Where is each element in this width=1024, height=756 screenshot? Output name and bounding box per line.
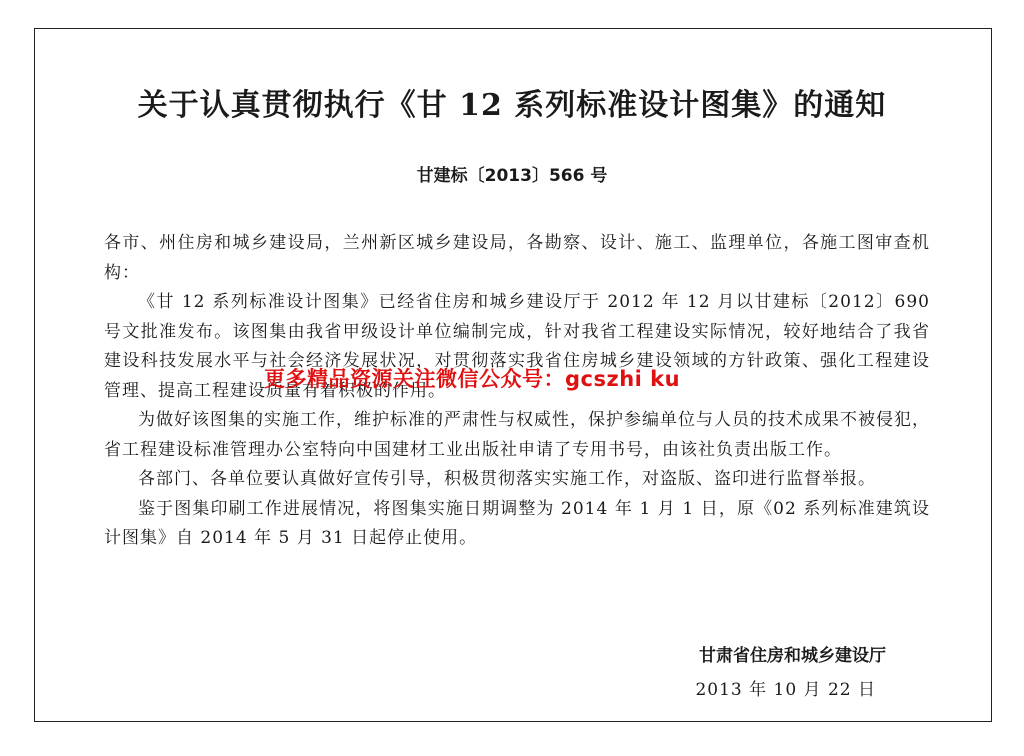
paragraph-4: 鉴于图集印刷工作进展情况，将图集实施日期调整为 2014 年 1 月 1 日，原《02 系列标准建筑设计图集》自 2014 年 5 月 31 日起停止使用。 [104,498,930,548]
addressee: 各市、州住房和城乡建设局，兰州新区城乡建设局，各勘察、设计、施工、监理单位，各施工图审查机构： [104,233,930,283]
document-title: 关于认真贯彻执行《甘 12 系列标准设计图集》的通知 [137,88,887,123]
paragraph-2: 为做好该图集的实施工作，维护标准的严肃性与权威性，保护参编单位与人员的技术成果不被侵犯，省工程建设标准管理办公室特向中国建材工业出版社申请了专用书号，由该社负责出版工作。 [104,410,930,460]
paragraph-1: 《甘 12 系列标准设计图集》已经省住房和城乡建设厅于 2012 年 12 月以甘建标〔2012〕690 号文批准发布。该图集由我省甲级设计单位编制完成，针对我省工程建设实际情况，较好地结合了我省建设科技发展水平与社会经济发展状况，对贯彻落实我省住房城乡建设领域的方针政策、强化工程建设管理、提高工程建设质量有着积极的作用。 [104,292,930,401]
document-number: 甘建标〔2013〕566 号 [416,166,608,186]
paragraph-3: 各部门、各单位要认真做好宣传引导，积极贯彻落实实施工作，对盗版、盗印进行监督举报。 [138,469,876,489]
signature-date: 2013 年 10 月 22 日 [695,680,876,700]
signature-organization: 甘肃省住房和城乡建设厅 [699,646,886,666]
watermark-overlay: 更多精品资源关注微信公众号：gcszhi ku [264,367,681,391]
